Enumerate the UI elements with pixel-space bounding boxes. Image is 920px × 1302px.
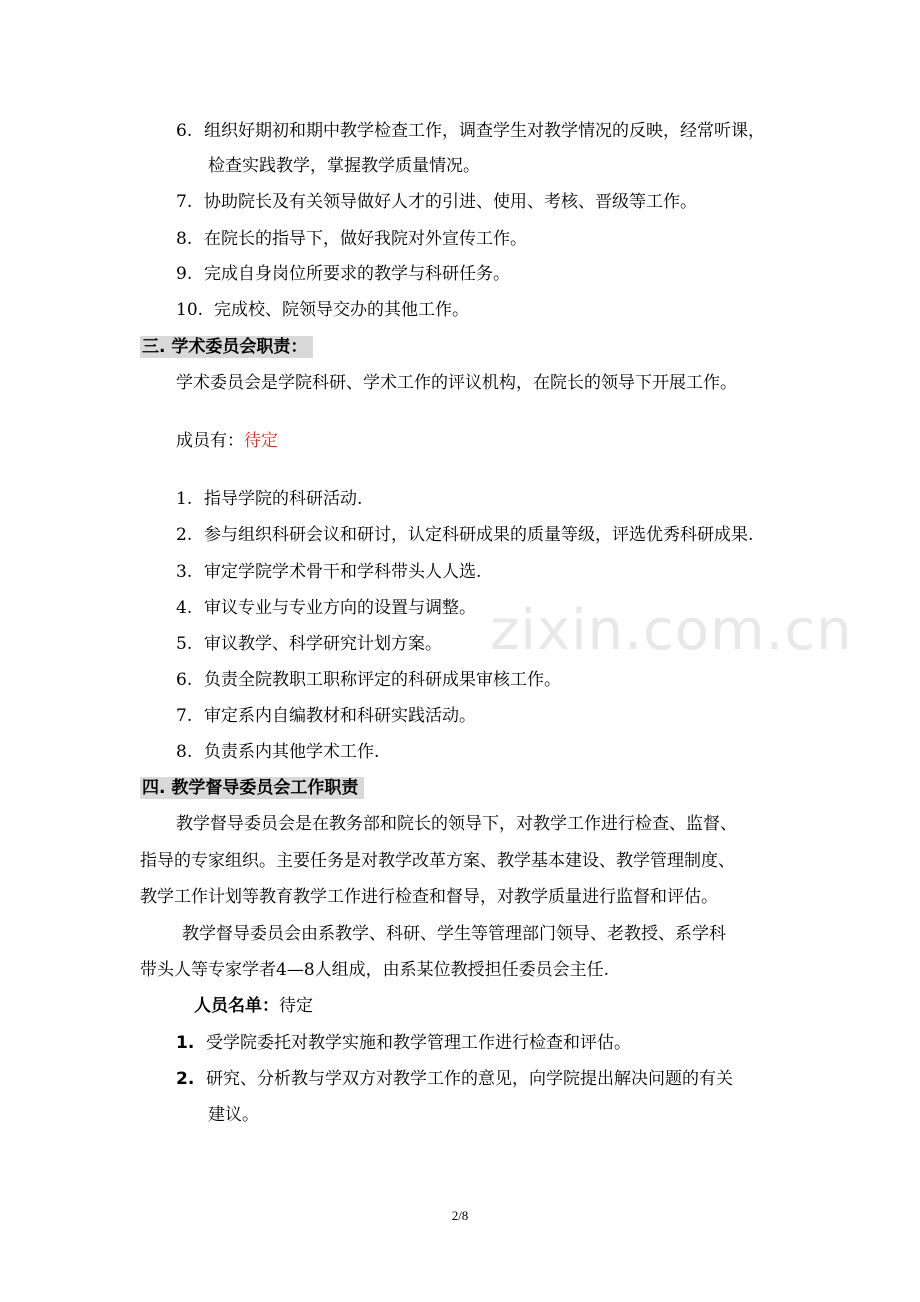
list-item: 2. 参与组织科研会议和研讨，认定科研成果的质量等级，评选优秀科研成果. bbox=[176, 525, 754, 545]
list-item: 9. 完成自身岗位所要求的教学与科研任务。 bbox=[176, 264, 510, 284]
list-item: 10. 完成校、院领导交办的其他工作。 bbox=[176, 300, 469, 320]
paragraph-line: 带头人等专家学者4—8人组成，由系某位教授担任委员会主任. bbox=[140, 960, 610, 980]
list-item: 4. 审议专业与专业方向的设置与调整。 bbox=[176, 598, 476, 618]
list-item: 3. 审定学院学术骨干和学科带头人人选. bbox=[176, 562, 482, 582]
page-number: 2/8 bbox=[451, 1208, 469, 1223]
list-item: 1. 受学院委托对教学实施和教学管理工作进行检查和评估。 bbox=[176, 1033, 631, 1053]
paragraph-line: 指导的专家组织。主要任务是对教学改革方案、教学基本建设、教学管理制度、 bbox=[140, 851, 735, 871]
list-item-continuation: 检查实践教学，掌握教学质量情况。 bbox=[208, 156, 480, 176]
section-heading: 三. 学术委员会职责： bbox=[140, 336, 313, 358]
watermark: zixin.com.cn bbox=[490, 598, 853, 663]
list-item: 5. 审议教学、科学研究计划方案。 bbox=[176, 634, 442, 654]
list-item: 6. 负责全院教职工职称评定的科研成果审核工作。 bbox=[176, 670, 561, 690]
members-line: 成员有：待定 bbox=[176, 431, 278, 451]
paragraph-line: 教学督导委员会是在教务部和院长的领导下，对教学工作进行检查、监督、 bbox=[176, 814, 737, 834]
list-item: 1. 指导学院的科研活动. bbox=[176, 489, 363, 509]
members-value: 待定 bbox=[279, 996, 313, 1016]
paragraph-line: 教学督导委员会由系教学、科研、学生等管理部门领导、老教授、系学科 bbox=[182, 924, 726, 944]
members-line: 人员名单：待定 bbox=[194, 996, 313, 1016]
list-item: 2. 研究、分析教与学双方对教学工作的意见，向学院提出解决问题的有关 bbox=[176, 1069, 733, 1089]
list-item: 7. 审定系内自编教材和科研实践活动。 bbox=[176, 706, 476, 726]
list-item-continuation: 建议。 bbox=[208, 1105, 259, 1125]
paragraph-line: 教学工作计划等教育教学工作进行检查和督导，对教学质量进行监督和评估。 bbox=[140, 887, 718, 907]
list-item: 6. 组织好期初和期中教学检查工作，调查学生对教学情况的反映，经常听课， bbox=[176, 121, 765, 141]
list-item: 7. 协助院长及有关领导做好人才的引进、使用、考核、晋级等工作。 bbox=[176, 192, 697, 212]
list-item: 8. 在院长的指导下，做好我院对外宣传工作。 bbox=[176, 229, 527, 249]
section-heading: 四. 教学督导委员会工作职责 bbox=[140, 777, 364, 799]
list-item: 8. 负责系内其他学术工作. bbox=[176, 742, 380, 762]
section-intro: 学术委员会是学院科研、学术工作的评议机构，在院长的领导下开展工作。 bbox=[176, 373, 737, 393]
members-value: 待定 bbox=[244, 431, 278, 451]
